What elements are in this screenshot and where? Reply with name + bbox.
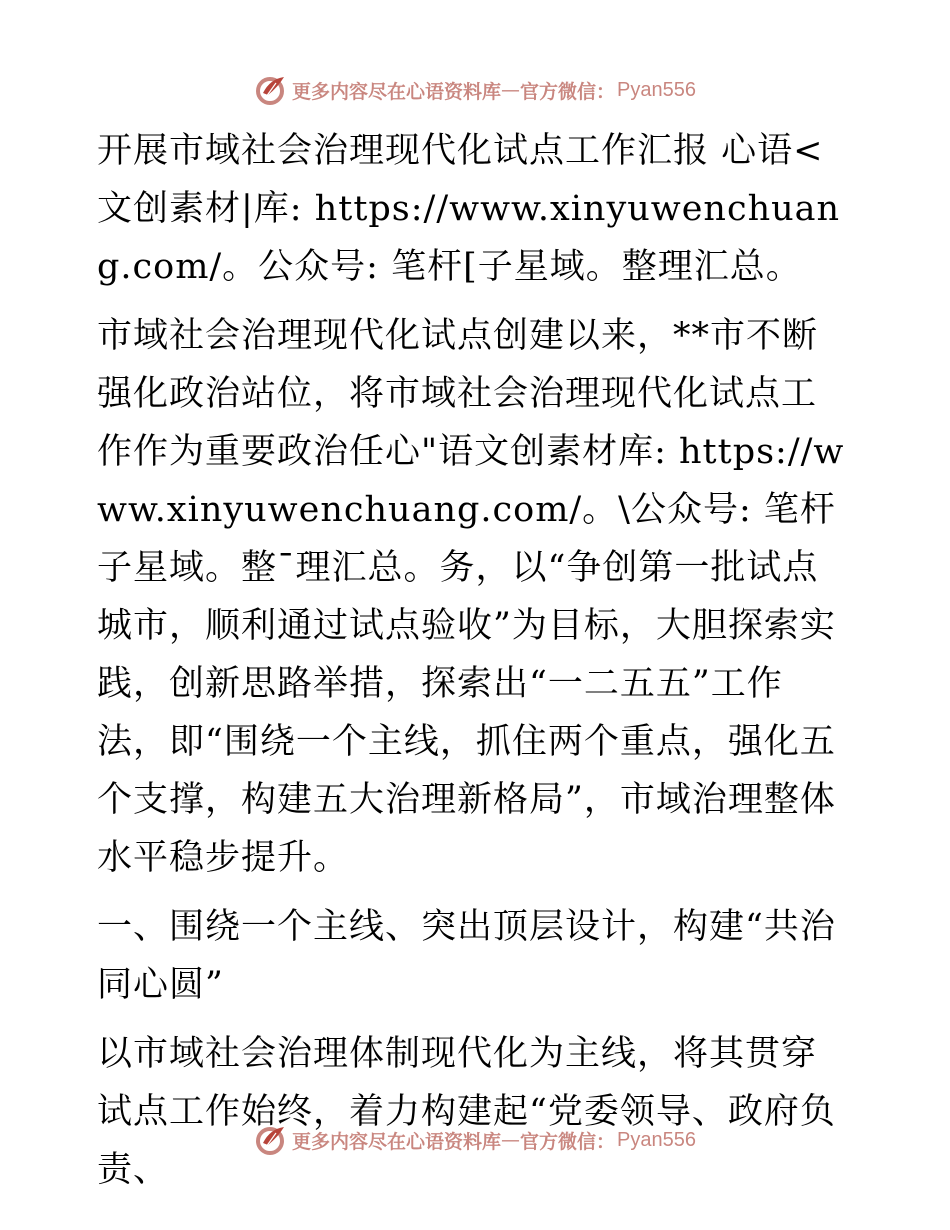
header-watermark-banner bbox=[0, 70, 950, 110]
watermark-wechat-label: 官方微信： bbox=[520, 1130, 616, 1153]
watermark-main-text: 更多内容尽在心语资料库 bbox=[292, 80, 502, 103]
watermark-main-text: 更多内容尽在心语资料库 bbox=[292, 1130, 502, 1153]
watermark-wechat-id: Pyan556 bbox=[617, 1128, 696, 1151]
quill-logo-icon bbox=[254, 1123, 288, 1157]
watermark-wechat-id: Pyan556 bbox=[617, 78, 696, 101]
watermark-separator: — bbox=[501, 1129, 521, 1151]
section-heading: 一、围绕一个主线、突出顶层设计，构建“共治同心圆” bbox=[97, 907, 836, 1005]
quill-logo-icon bbox=[254, 73, 288, 107]
body-paragraph: 以市域社会治理体制现代化为主线，将其贯穿试点工作始终，着力构建起“党委领导、政府负责、 bbox=[97, 1034, 836, 1190]
document-body bbox=[97, 122, 849, 1210]
body-paragraph: 市域社会治理现代化试点创建以来，**市不断强化政治站位，将市域社会治理现代化试点工作作为重要政治任心"语文创素材库: https://www.xinyuwenchuang.com/。\公众号: 笔杆子星域。整¯理汇总。务，以“争创第一批试点城市，顺利通过试点验收”为目标，大胆探索实践，创新思路举措，探索出“一二五五”工作法，即“围绕一个主线，抓住两个重点，强化五个支撑，构建五大治理新格局”，市域治理整体水平稳步提升。 bbox=[97, 316, 845, 878]
document-title-paragraph: 开展市域社会治理现代化试点工作汇报 心语<文创素材|库: https://www.xinyuwenchuang.com/。公众号: 笔杆[子星域。整理汇总。 bbox=[97, 131, 841, 287]
footer-watermark-banner bbox=[0, 1120, 950, 1160]
watermark-wechat-label: 官方微信： bbox=[520, 80, 616, 103]
watermark-separator: — bbox=[501, 79, 521, 101]
